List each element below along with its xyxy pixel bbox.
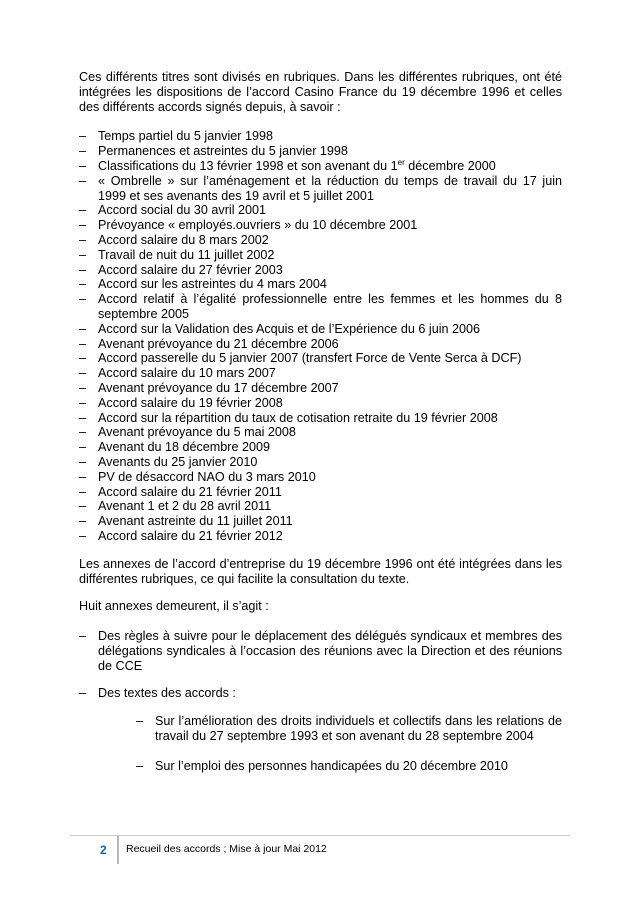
accord-item: – Accord salaire du 21 février 2011 [79,485,562,500]
classif-text-after: décembre 2000 [404,158,496,173]
accord-item-classifications [79,159,562,174]
accord-item: – Avenant prévoyance du 5 mai 2008 [79,425,562,440]
accord-item: – Accord salaire du 19 février 2008 [79,396,562,411]
accords-list [79,129,562,543]
accord-item: – Avenant du 18 décembre 2009 [79,440,562,455]
accord-item: – Accord social du 30 avril 2001 [79,203,562,218]
page-footer [70,835,570,867]
accord-item: – Accord salaire du 10 mars 2007 [79,366,562,381]
document-body [79,70,562,789]
huit-annexes-paragraph: Huit annexes demeurent, il s’agit : [79,599,269,614]
annex-item-label: Des textes des accords : [98,686,236,701]
sub-accord-item: – Sur l’emploi des personnes handicapées du 20 décembre 2010 [136,759,562,774]
accord-item: – PV de désaccord NAO du 3 mars 2010 [79,470,562,485]
page-number: 2 [100,843,107,857]
accord-item: – Accord passerelle du 5 janvier 2007 (transfert Force de Vente Serca à DCF) [79,351,562,366]
accord-item: – « Ombrelle » sur l’aménagement et la réduction du temps de travail du 17 juin 1999 et ses avenants des 19 avril et 5 juillet 2001 [79,174,562,204]
accord-item: – Accord sur les astreintes du 4 mars 2004 [79,277,562,292]
accord-item: – Prévoyance « employés.ouvriers » du 10 décembre 2001 [79,218,562,233]
annex-item: – Des règles à suivre pour le déplacement des délégués syndicaux et membres des délégations syndicales à l’occasion des réunions avec la Direction et des réunions de CCE [79,629,562,673]
accord-item: – Avenant prévoyance du 17 décembre 2007 [79,381,562,396]
accord-item: – Travail de nuit du 11 juillet 2002 [79,248,562,263]
footer-rule [70,835,570,836]
accord-item: – Accord relatif à l’égalité professionnelle entre les femmes et les hommes du 8 septembre 2005 [79,292,562,322]
classif-text-before: Classifications du 13 février 1998 et son avenant du 1 [98,158,398,173]
accord-item: – Accord salaire du 27 février 2003 [79,263,562,278]
annexes-paragraph: Les annexes de l’accord d’entreprise du 19 décembre 1996 ont été intégrées dans les différentes rubriques, ce qui facilite la consultation du texte. [79,556,562,586]
sub-accord-item: – Sur l’amélioration des droits individuels et collectifs dans les relations de travail du 27 septembre 1993 et son avenant du 28 septembre 2004 [136,714,562,744]
accord-item: – Temps partiel du 5 janvier 1998 [79,129,562,144]
classif-superscript: er [397,157,405,167]
accord-item: – Accord salaire du 21 février 2012 [79,529,562,544]
footer-text: Recueil des accords ; Mise à jour Mai 2012 [126,843,327,855]
sub-accords-list [98,714,562,773]
accord-item: – Accord sur la Validation des Acquis et de l’Expérience du 6 juin 2006 [79,322,562,337]
accord-item: – Accord sur la répartition du taux de cotisation retraite du 19 février 2008 [79,411,562,426]
accord-item: – Permanences et astreintes du 5 janvier 1998 [79,144,562,159]
accord-item: – Accord salaire du 8 mars 2002 [79,233,562,248]
accord-item: – Avenants du 25 janvier 2010 [79,455,562,470]
annex-item [79,686,562,773]
accord-item: – Avenant astreinte du 11 juillet 2011 [79,514,562,529]
intro-paragraph: Ces différents titres sont divisés en rubriques. Dans les différentes rubriques, ont été intégrées les dispositions de l’accord Casino France du 19 décembre 1996 et celles des différents accords signés depuis, à savoir : [79,70,562,114]
accord-item: – Avenant prévoyance du 21 décembre 2006 [79,337,562,352]
accord-item: – Avenant 1 et 2 du 28 avril 2011 [79,499,562,514]
annexes-list [79,629,562,774]
footer-divider [117,836,119,864]
